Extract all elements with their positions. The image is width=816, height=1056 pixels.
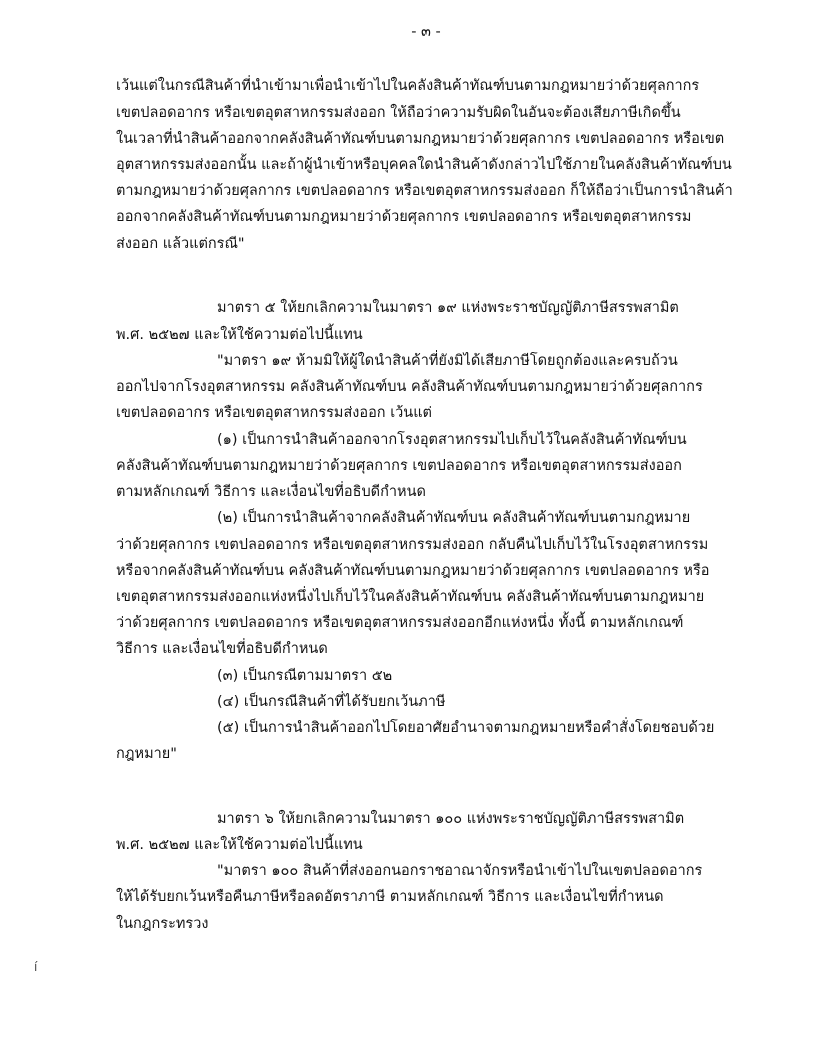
text-line: เขตปลอดอากร หรือเขตอุตสาหกรรมส่งออก ให้ถือว่าความรับผิดในอันจะต้องเสียภาษีเกิดขึ้น	[116, 105, 681, 121]
section-heading: มาตรา ๖ ให้ยกเลิกความในมาตรา ๑๐๐ แห่งพระราชบัญญัติภาษีสรรพสามิต	[217, 811, 685, 827]
list-item: (๓) เป็นกรณีตามมาตรา ๕๒	[217, 668, 393, 684]
margin-mark: í	[34, 960, 38, 974]
section-heading: มาตรา ๕ ให้ยกเลิกความในมาตรา ๑๙ แห่งพระราชบัญญัติภาษีสรรพสามิต	[217, 300, 679, 316]
text-line: ส่งออก แล้วแต่กรณี"	[116, 236, 245, 252]
text-line: ให้ได้รับยกเว้นหรือคืนภาษีหรือลดอัตราภาษี ตามหลักเกณฑ์ วิธีการ และเงื่อนไขที่กำหนด	[116, 889, 664, 905]
text-line: คลังสินค้าทัณฑ์บนตามกฎหมายว่าด้วยศุลกากร เขตปลอดอากร หรือเขตอุตสาหกรรมส่งออก	[116, 458, 682, 474]
text-line: หรือจากคลังสินค้าทัณฑ์บน คลังสินค้าทัณฑ์บนตามกฎหมายว่าด้วยศุลกากร เขตปลอดอากร หรือ	[116, 563, 710, 579]
text-line: "มาตรา ๑๙ ห้ามมิให้ผู้ใดนำสินค้าที่ยังมิได้เสียภาษีโดยถูกต้องและครบถ้วน	[217, 353, 678, 369]
list-item: (๕) เป็นการนำสินค้าออกไปโดยอาศัยอำนาจตามกฎหมายหรือคำสั่งโดยชอบด้วย	[217, 720, 715, 736]
text-line: เขตอุตสาหกรรมส่งออกแห่งหนึ่งไปเก็บไว้ในคลังสินค้าทัณฑ์บน คลังสินค้าทัณฑ์บนตามกฎหมาย	[116, 589, 705, 605]
text-line: พ.ศ. ๒๕๒๗ และให้ใช้ความต่อไปนี้แทน	[116, 327, 363, 343]
list-item: (๑) เป็นการนำสินค้าออกจากโรงอุตสาหกรรมไปเก็บไว้ในคลังสินค้าทัณฑ์บน	[217, 432, 687, 448]
text-line: อุตสาหกรรมส่งออกนั้น และถ้าผู้นำเข้าหรือบุคคลใดนำสินค้าดังกล่าวไปใช้ภายในคลังสินค้าทัณฑ์บน	[116, 157, 732, 173]
text-line: ว่าด้วยศุลกากร เขตปลอดอากร หรือเขตอุตสาหกรรมส่งออก กลับคืนไปเก็บไว้ในโรงอุตสาหกรรม	[116, 537, 709, 553]
text-line: พ.ศ. ๒๕๒๗ และให้ใช้ความต่อไปนี้แทน	[116, 837, 363, 853]
text-line: เว้นแต่ในกรณีสินค้าที่นำเข้ามาเพื่อนำเข้าไปในคลังสินค้าทัณฑ์บนตามกฎหมายว่าด้วยศุลกากร	[116, 78, 700, 94]
text-line: ตามหลักเกณฑ์ วิธีการ และเงื่อนไขที่อธิบดีกำหนด	[116, 484, 426, 500]
text-line: ตามกฎหมายว่าด้วยศุลกากร เขตปลอดอากร หรือเขตอุตสาหกรรมส่งออก ก็ให้ถือว่าเป็นการนำสินค้า	[116, 183, 733, 199]
text-line: กฎหมาย"	[116, 746, 177, 762]
list-item: (๒) เป็นการนำสินค้าจากคลังสินค้าทัณฑ์บน คลังสินค้าทัณฑ์บนตามกฎหมาย	[217, 510, 691, 526]
text-line: "มาตรา ๑๐๐ สินค้าที่ส่งออกนอกราชอาณาจักรหรือนำเข้าไปในเขตปลอดอากร	[217, 863, 703, 879]
text-line: ในเวลาที่นำสินค้าออกจากคลังสินค้าทัณฑ์บนตามกฎหมายว่าด้วยศุลกากร เขตปลอดอากร หรือเขต	[116, 131, 725, 147]
text-line: ออกจากคลังสินค้าทัณฑ์บนตามกฎหมายว่าด้วยศุลกากร เขตปลอดอากร หรือเขตอุตสาหกรรม	[116, 209, 692, 225]
text-line: เขตปลอดอากร หรือเขตอุตสาหกรรมส่งออก เว้นแต่	[116, 405, 432, 421]
text-line: ในกฎกระทรวง	[116, 916, 209, 932]
text-line: ออกไปจากโรงอุตสาหกรรม คลังสินค้าทัณฑ์บน คลังสินค้าทัณฑ์บนตามกฎหมายว่าด้วยศุลกากร	[116, 379, 703, 395]
text-line: ว่าด้วยศุลกากร เขตปลอดอากร หรือเขตอุตสาหกรรมส่งออกอีกแห่งหนึ่ง ทั้งนี้ ตามหลักเกณฑ์	[116, 615, 684, 631]
page-number: - ๓ -	[411, 24, 441, 40]
list-item: (๔) เป็นกรณีสินค้าที่ได้รับยกเว้นภาษี	[217, 694, 446, 710]
text-line: วิธีการ และเงื่อนไขที่อธิบดีกำหนด	[116, 641, 328, 657]
